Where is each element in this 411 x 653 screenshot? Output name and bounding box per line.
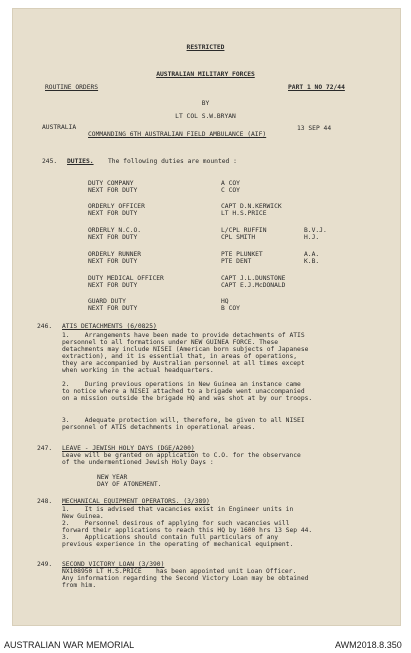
section-number-245: 245. — [42, 158, 58, 165]
duty-initials: B.V.J. — [304, 227, 327, 234]
text-line: of the undermentioned Jewish Holy Days : — [62, 459, 214, 466]
text-line: personnel of ATIS detachments in operational areas. — [62, 424, 256, 431]
duty-next-label: NEXT FOR DUTY — [88, 305, 138, 312]
text-line: NEW YEAR — [97, 474, 128, 481]
duty-next-label: NEXT FOR DUTY — [88, 282, 138, 289]
atis-heading: ATIS DETACHMENTS (6/0825) — [62, 323, 157, 330]
classification-heading: RESTRICTED — [186, 44, 225, 51]
duty-next-initials: H.J. — [304, 234, 320, 241]
duties-heading: DUTIES. — [67, 158, 94, 165]
text-line: personnel to all formations under NEW GUINEA FORCE. These — [62, 339, 279, 346]
text-line: previous experience in the operating of mechanical equipment. — [62, 541, 294, 548]
duty-assignee: CAPT J.L.DUNSTONE — [221, 275, 286, 282]
duty-next-initials: K.B. — [304, 258, 320, 265]
duty-role: DUTY COMPANY — [88, 180, 134, 187]
victory-loan-heading: SECOND VICTORY LOAN (3/390) — [62, 561, 165, 568]
text-line: detachments may include NISEI (American born subjects of Japanese — [62, 346, 309, 353]
text-line: extraction), and it is essential that, in areas of operations, — [62, 353, 298, 360]
text-line: when working in the actual headquarters. — [62, 367, 214, 374]
duty-role: DUTY MEDICAL OFFICER — [88, 275, 164, 282]
text-line: 2. Personnel desirous of applying for such vacancies will — [62, 520, 290, 527]
text-line: forward their applications to reach this HQ by 1600 hrs 13 Sep 44. — [62, 527, 313, 534]
order-date: 13 SEP 44 — [297, 125, 332, 132]
duty-next-assignee: LT H.S.PRICE — [221, 210, 267, 217]
duty-initials: A.A. — [304, 251, 320, 258]
text-line: DAY OF ATONEMENT. — [97, 481, 162, 488]
organisation-heading: AUSTRALIAN MILITARY FORCES — [156, 71, 255, 78]
duty-assignee: L/CPL RUFFIN — [221, 227, 267, 234]
section-number-246: 246. — [37, 323, 53, 330]
victory-loan-heading-tail: has been appointed unit Loan Officer. — [156, 568, 297, 575]
text-line: NX108950 LT H.S.PRICE — [62, 568, 142, 575]
text-line: 3. Adequate protection will, therefore, be given to all NISEI — [62, 417, 305, 424]
duty-next-assignee: CAPT E.J.McDONALD — [221, 282, 286, 289]
by-label: BY — [201, 100, 210, 107]
duty-next-assignee: B COY — [221, 305, 240, 312]
text-line: on a mission outside the brigade HQ and was shot at by our troops. — [62, 395, 313, 402]
duty-next-label: NEXT FOR DUTY — [88, 210, 138, 217]
footer-credit: AUSTRALIAN WAR MEMORIAL — [4, 640, 135, 650]
duty-next-label: NEXT FOR DUTY — [88, 234, 138, 241]
officer-name: LT COL S.W.BRYAN — [175, 113, 236, 120]
text-line: from him. — [62, 582, 97, 589]
text-line: they are accompanied by Australian personnel at all times except — [62, 360, 305, 367]
text-line: Leave will be granted on application to C.O. for the observance — [62, 452, 301, 459]
text-line: 1. It is advised that vacancies exist in Engineer units in — [62, 506, 294, 513]
commanding-line: COMMANDING 6TH AUSTRALIAN FIELD AMBULANCE (AIF) — [88, 131, 267, 138]
text-line: to notice where a NISEI attached to a brigade went unaccompanied — [62, 388, 305, 395]
duty-assignee: PTE PLUNKET — [221, 251, 263, 258]
routine-orders-label: ROUTINE ORDERS — [45, 84, 99, 91]
text-line: New Guinea. — [62, 513, 104, 520]
duty-role: ORDERLY RUNNER — [88, 251, 142, 258]
duty-role: GUARD DUTY — [88, 298, 126, 305]
duty-next-assignee: C COY — [221, 187, 240, 194]
footer-accession-number: AWM2018.8.350 — [335, 640, 402, 650]
section-number-248: 248. — [37, 498, 53, 505]
duty-next-label: NEXT FOR DUTY — [88, 187, 138, 194]
duties-intro: The following duties are mounted : — [108, 158, 237, 165]
duty-next-assignee: PTE DENT — [221, 258, 252, 265]
duty-role: ORDERLY N.C.O. — [88, 227, 142, 234]
leave-heading: LEAVE - JEWISH HOLY DAYS (DGE/A200) — [62, 445, 195, 452]
duty-role: ORDERLY OFFICER — [88, 203, 145, 210]
mechanical-heading: MECHANICAL EQUIPMENT OPERATORS. (3/389) — [62, 498, 210, 505]
text-line: 1. Arrangements have been made to provide detachments of ATIS — [62, 332, 305, 339]
text-line: Any information regarding the Second Victory Loan may be obtained — [62, 575, 309, 582]
duty-assignee: HQ — [221, 298, 229, 305]
duty-next-assignee: CPL SMITH — [221, 234, 256, 241]
section-number-247: 247. — [37, 445, 53, 452]
duty-next-label: NEXT FOR DUTY — [88, 258, 138, 265]
text-line: 2. During previous operations in New Guinea an instance came — [62, 381, 301, 388]
duty-assignee: CAPT D.N.KERWICK — [221, 203, 282, 210]
text-line: 3. Applications should contain full particulars of any — [62, 534, 279, 541]
duty-assignee: A COY — [221, 180, 240, 187]
part-number: PART 1 NO 72/44 — [288, 84, 345, 91]
section-number-249: 249. — [37, 561, 53, 568]
australia-label: AUSTRALIA — [42, 124, 77, 131]
